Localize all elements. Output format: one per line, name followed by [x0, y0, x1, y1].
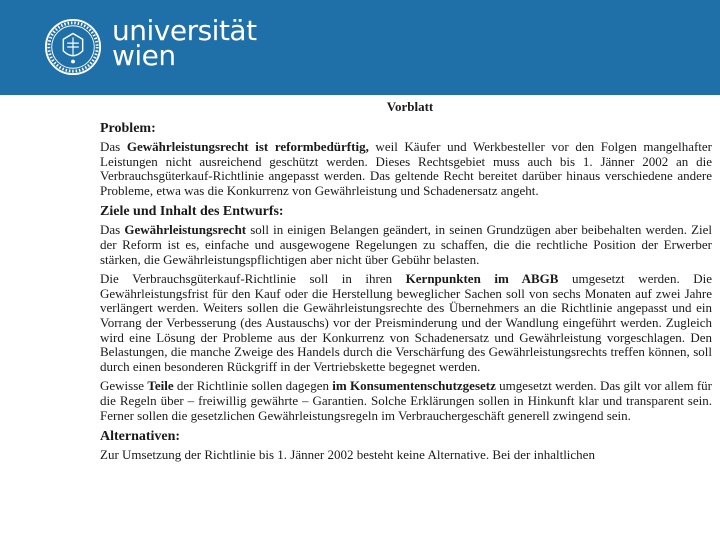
- text-run: Das: [100, 222, 125, 238]
- bold-run: Kernpunkten im ABGB: [405, 271, 559, 287]
- logo-line-2: wien: [112, 39, 176, 72]
- paragraph-problem: [100, 140, 712, 198]
- text-run: weil Käufer und Werkbesteller vor den Folgen mangelhafter Leistungen nicht ausreichend geschützt werden. Dieses Rechtsgebiet muss auch bis 1. Jänner 2002 an die Verbrauchsgüterkauf-Richtlinie angepasst werden. Das geltende Recht bereitet darüber hinaus verschiedene andere Probleme, etwa was die Konkurrenz von Gewährleistung und Schadenersatz angeht.: [100, 139, 712, 198]
- bold-run: Gewährleistungsrecht ist reformbedürftig,: [126, 139, 369, 154]
- text-run: umgesetzt werden. Die Gewährleistungsfrist für den Kauf oder die Herstellung beweglicher Sachen soll von sechs Monaten auf zwei Jahre verlängert werden. Weiters sollen die Gewährleistungsrechte des Übernehmers an die Richtlinie angepasst und ein Vorrang der Verbesserung (des Austauschs) vor der Preisminderung und der Wandlung eingeführt werden. Zugleich wird eine Lösung der Probleme aus der Konkurrenz von Schadenersatz und Gewährleistung vorgeschlagen. Den Belastungen, die manche Zweige des Handels durch die Verschärfung des Gewährleistungsrechts treffen können, soll durch einen besonderen Rückgriff in der Vertriebskette begegnet werden.: [100, 271, 712, 374]
- paragraph-alternatives: Zur Umsetzung der Richtlinie bis 1. Jänner 2002 besteht keine Alternative. Bei der inhaltlichen: [100, 447, 595, 463]
- document-page: [100, 96, 712, 540]
- text-run: Gewisse: [100, 378, 148, 394]
- university-logo-wordmark: [112, 14, 257, 72]
- text-run: der Richtlinie sollen dagegen: [173, 378, 333, 394]
- section-heading-alternatives: Alternativen:: [100, 429, 181, 445]
- text-run: Das: [100, 139, 127, 154]
- header-banner: [0, 0, 720, 95]
- text-run: Die Verbrauchsgüterkauf-Richtlinie soll in ihren: [100, 271, 406, 287]
- section-heading-goals: Ziele und Inhalt des Entwurfs:: [100, 204, 284, 220]
- text-run: umgesetzt werden. Das gilt vor allem für die Regeln über – freiwillig gewährte – Garantien. Solche Erklärungen sollen in Hinkunft klar und transparent sein. Ferner sollen die gesetzlichen Gewährleistungsregeln im Verbrauchergeschäft generell zwingend sein.: [100, 378, 712, 423]
- university-seal-icon: [44, 18, 102, 76]
- section-heading-problem: Problem:: [100, 121, 156, 136]
- bold-run: Gewährleistungsrecht: [124, 222, 247, 238]
- bold-run: Teile: [147, 378, 174, 394]
- logo-line-1: universität: [112, 14, 257, 47]
- document-title: Vorblatt: [386, 99, 434, 114]
- bold-run: im Konsumentenschutzgesetz: [332, 378, 496, 394]
- paragraph-goals-3: [100, 379, 712, 423]
- paragraph-goals-2: [100, 272, 712, 374]
- text-run: soll in einigen Belangen geändert, in seinen Grundzügen aber beibehalten werden. Ziel der Reform ist es, einfache und ausgewogene Regelungen zu schaffen, die die rechtliche Position der Erwerber stärken, die Gewährleistungspflichtigen aber nicht über Gebühr belasten.: [100, 222, 712, 267]
- paragraph-goals-1: [100, 223, 712, 267]
